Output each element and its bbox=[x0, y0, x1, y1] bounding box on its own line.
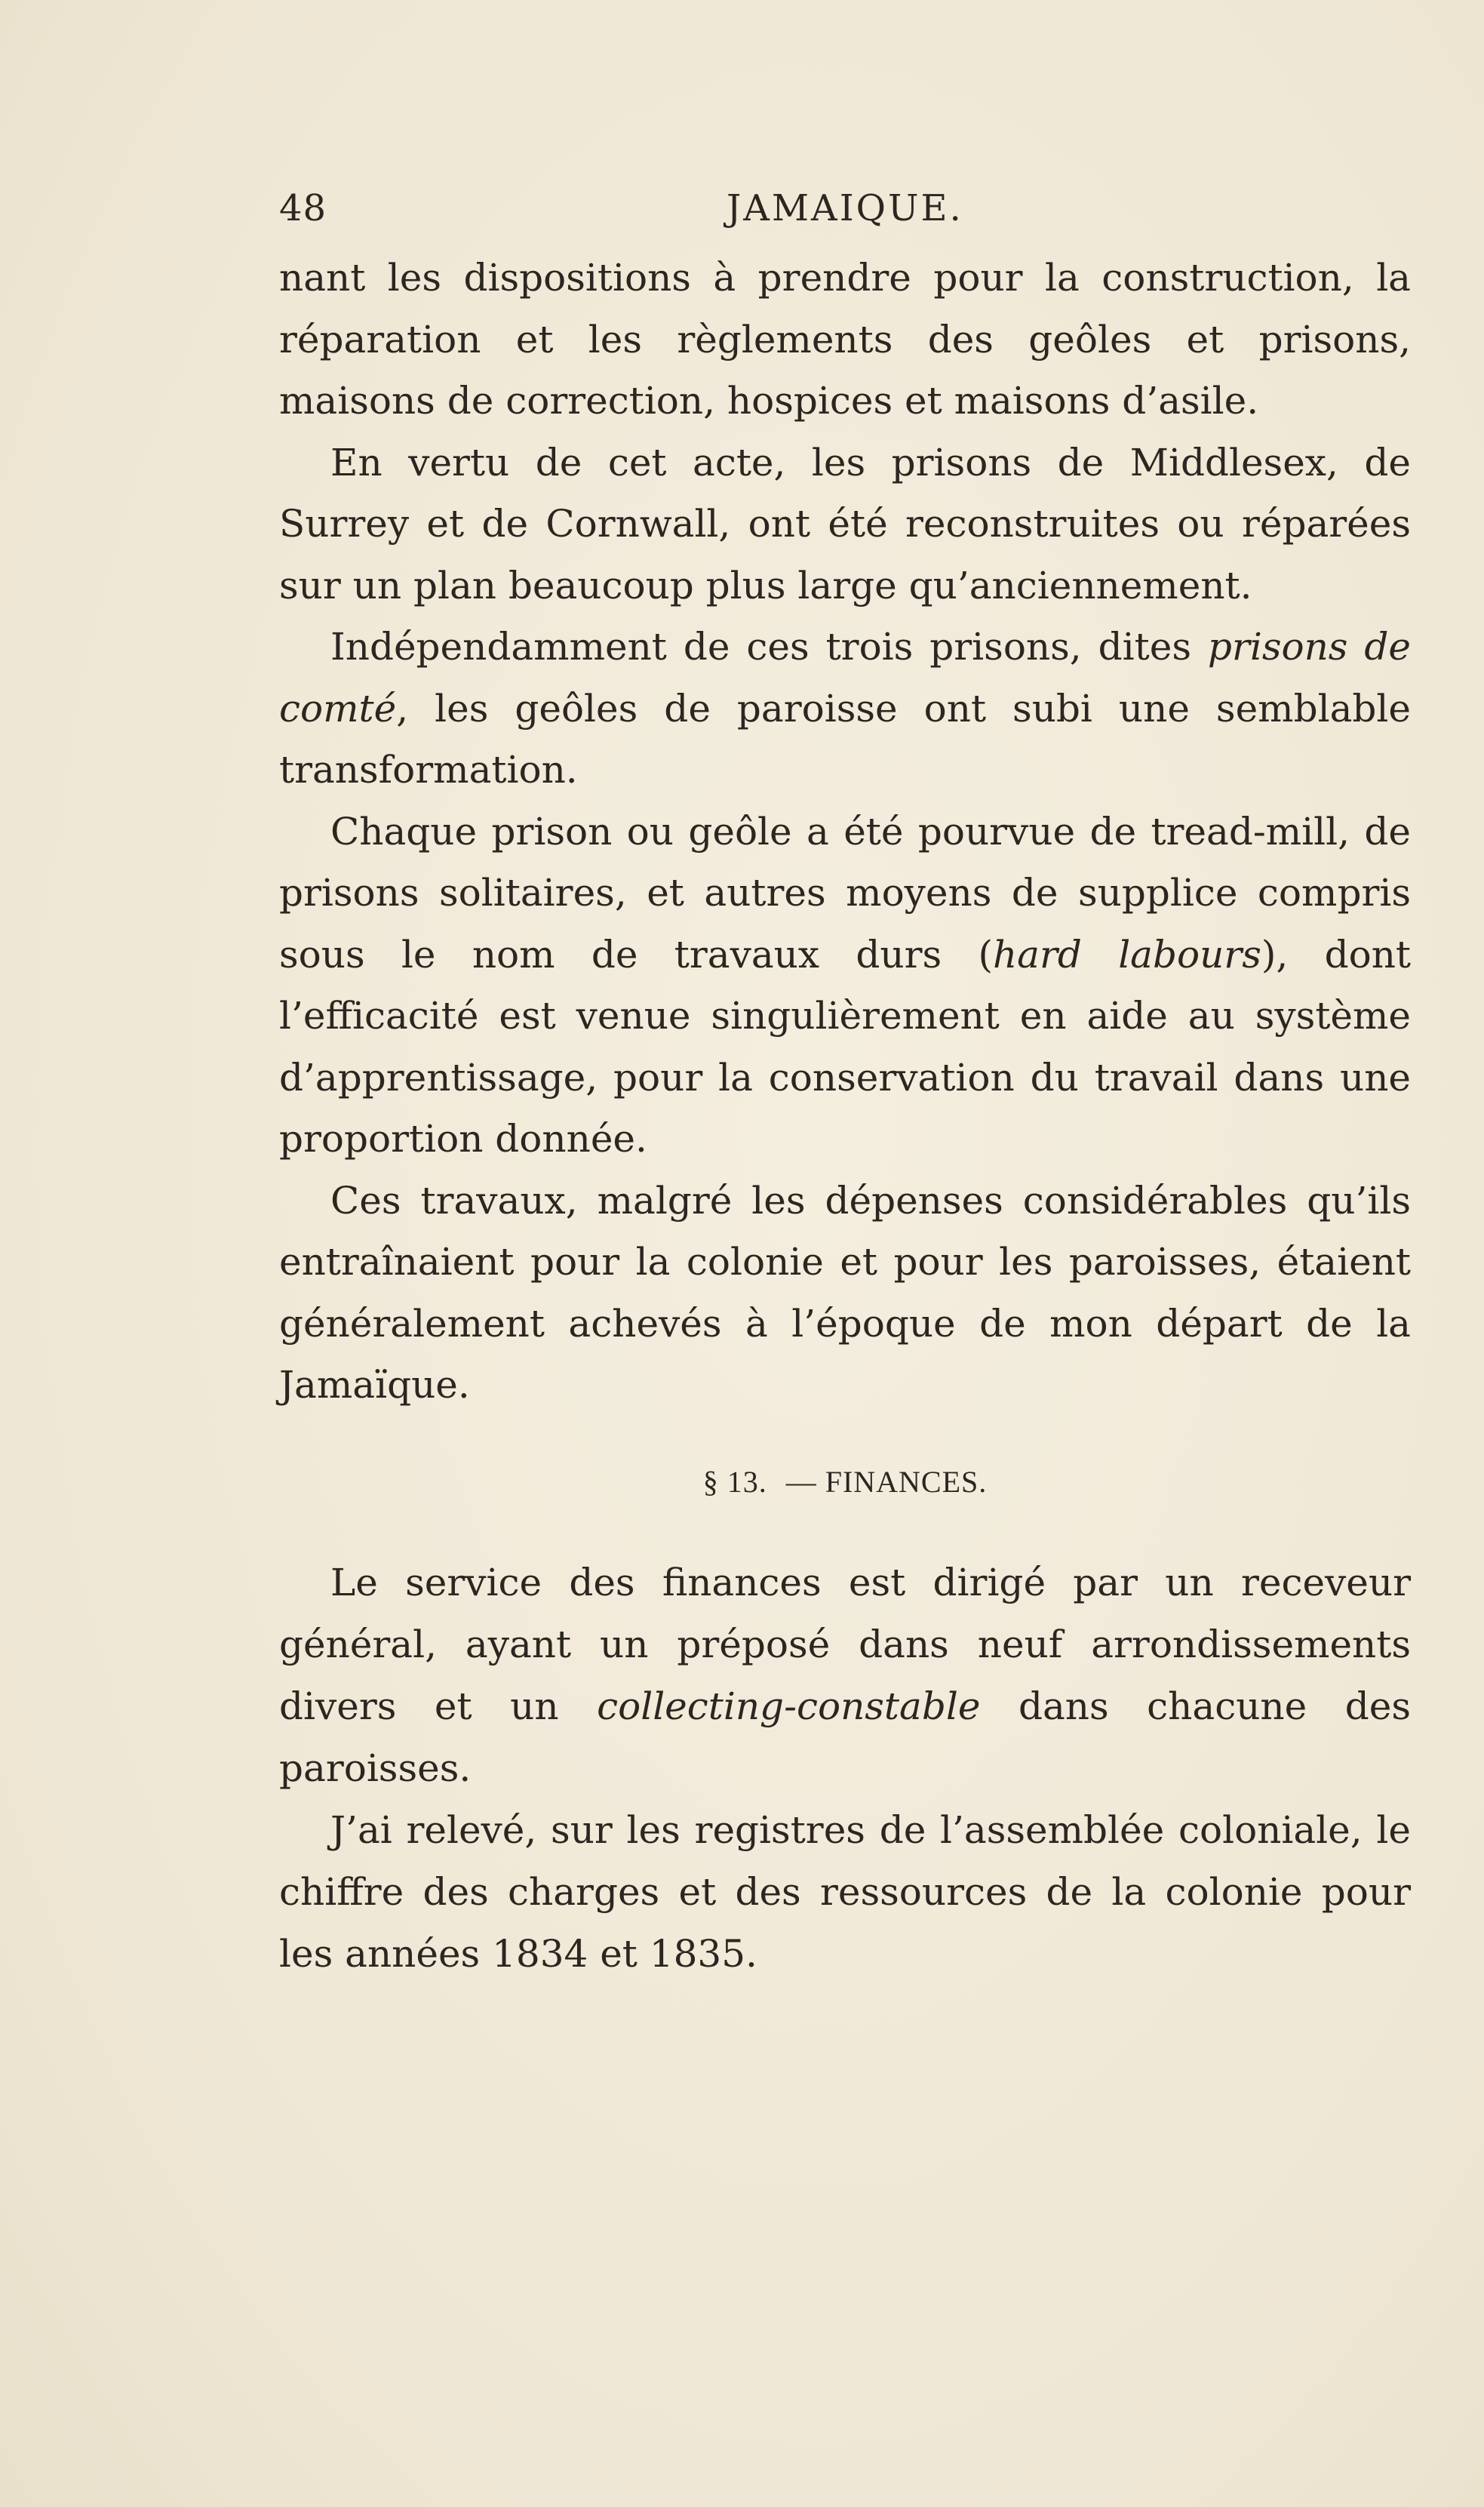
italic-term: hard labours bbox=[992, 932, 1261, 977]
finances-text bbox=[279, 1552, 1411, 1985]
paragraph-finance-service bbox=[279, 1552, 1411, 1799]
italic-term: prisons de comté bbox=[279, 625, 1411, 731]
text-run: Le service des finances est dirigé par un receveur général, ayant un préposé dans neuf arrondissements divers et un bbox=[279, 1561, 1411, 1728]
body-text bbox=[279, 248, 1411, 1417]
text-run: dans chacune des paroisses. bbox=[279, 1684, 1411, 1790]
section-number: § 13. bbox=[702, 1465, 767, 1499]
paragraph-parish-jails bbox=[279, 617, 1411, 801]
section-title: — FINANCES. bbox=[785, 1465, 988, 1499]
paragraph-prisons-rebuilt: En vertu de cet acte, les prisons de Middlesex, de Surrey et de Cornwall, ont été reconstruites ou réparées sur un plan beaucoup plus large qu’anciennement. bbox=[279, 440, 1411, 608]
running-head: JAMAIQUE. bbox=[727, 187, 963, 229]
text-run: Indépendamment de ces trois prisons, dites bbox=[330, 625, 1208, 669]
paragraph-works-completed: Ces travaux, malgré les dépenses considérables qu’ils entraînaient pour la colonie et pour les paroisses, étaient généralement achevés à l’époque de mon départ de la Jamaïque. bbox=[279, 1178, 1411, 1407]
italic-term: collecting-constable bbox=[597, 1684, 981, 1728]
page-number: 48 bbox=[279, 187, 327, 229]
paragraph-registers: J’ai relevé, sur les registres de l’assemblée coloniale, le chiffre des charges et des ressources de la colonie pour les années 1834 et 1835. bbox=[279, 1808, 1411, 1976]
text-run: Chaque prison ou geôle a été pourvue de tread-mill, de prisons solitaires, et autres moyens de supplice compris sous le nom de travaux durs ( bbox=[279, 809, 1411, 977]
section-heading bbox=[279, 1464, 1411, 1500]
paragraph-continuation: nant les dispositions à prendre pour la construction, la réparation et les règlements des geôles et prisons, maisons de correction, hospices et maisons d’asile. bbox=[279, 256, 1411, 423]
text-run: ), dont l’efficacité est venue singulièrement en aide au système d’apprentissage, pour la conservation du travail dans une proportion donnée. bbox=[279, 932, 1411, 1161]
text-run: , les geôles de paroisse ont subi une semblable transformation. bbox=[279, 686, 1411, 792]
paragraph-tread-mill bbox=[279, 801, 1411, 1170]
page-header bbox=[279, 187, 1411, 240]
